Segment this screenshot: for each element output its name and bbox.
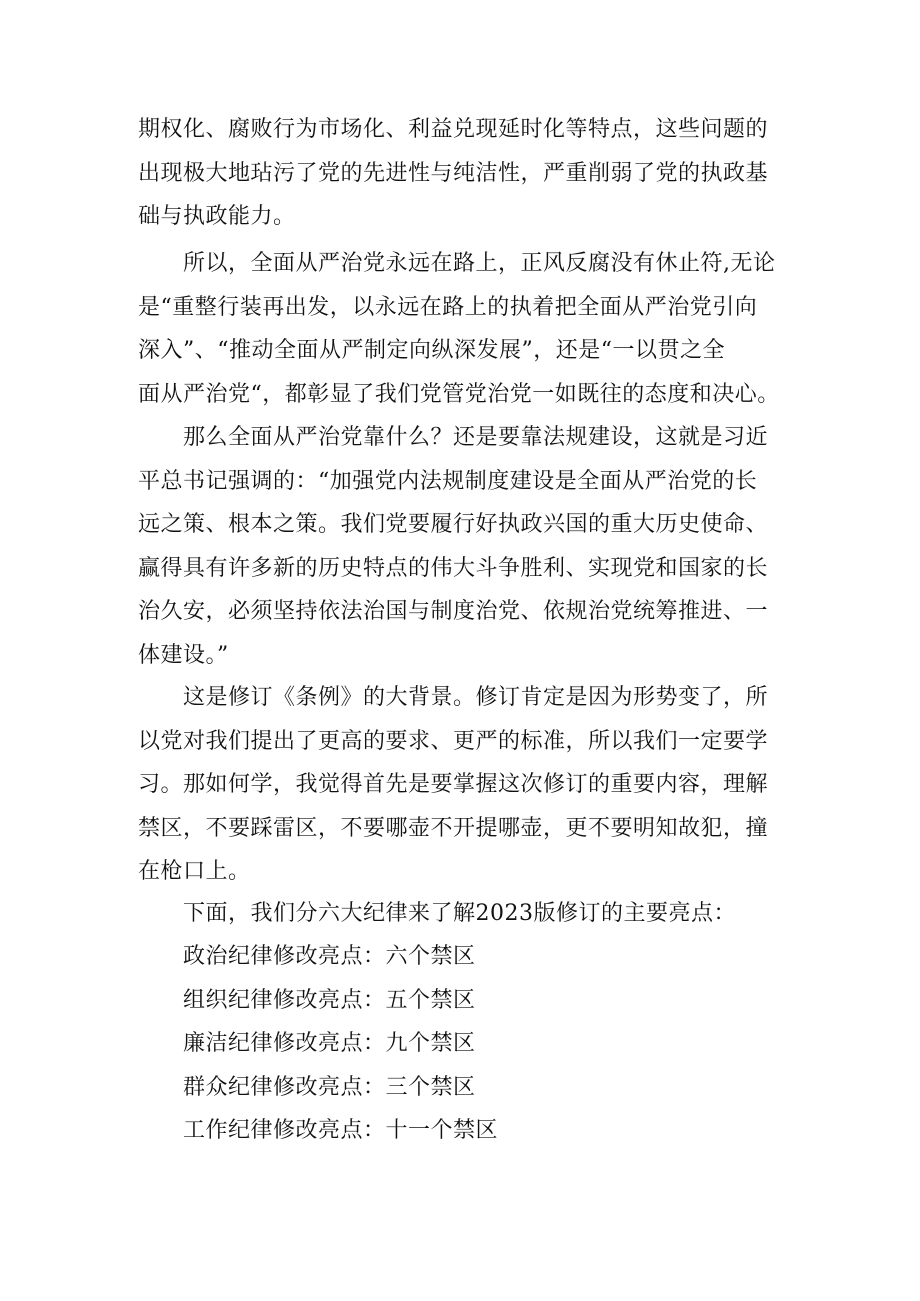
paragraph-5 (138, 892, 798, 936)
text-line: 治久安，必须坚持依法治国与制度治党、依规治党统筹推进、一 (138, 599, 769, 624)
list-item: 政治纪律修改亮点：六个禁区 (183, 944, 476, 969)
text-line: 出现极大地玷污了党的先进性与纯洁性，严重削弱了党的执政基 (138, 160, 769, 186)
text-line: 是“重整行装再出发，以永远在路上的执着把全面从严治党引向 (138, 294, 758, 320)
text-line: 平总书记强调的：“加强党内法规制度建设是全面从严治党的长 (138, 468, 758, 494)
text-line: 期权化、腐败行为市场化、利益兑现延时化等特点，这些问题的 (138, 117, 769, 142)
text-line: 这是修订《条例》的大背景。修订肯定是因为形势变了，所 (183, 685, 769, 710)
text-line: 那么全面从严治党靠什么？还是要靠法规建设，这就是习近 (183, 425, 769, 450)
text-line: 下面，我们分六大纪律来了解2023版修订的主要亮点： (183, 901, 736, 926)
text-line: 以党对我们提出了更高的要求、更严的标准，所以我们一定要学 (138, 728, 769, 754)
text-line: 深入”、“推动全面从严制定向纵深发展”，还是“一以贯之全 (138, 338, 725, 363)
text-line: 所以，全面从严治党永远在路上，正风反腐没有休止符,无论 (183, 251, 776, 276)
paragraph-3 (138, 416, 798, 677)
list-item: 廉洁纪律修改亮点：九个禁区 (183, 1031, 476, 1056)
text-line: 赢得具有许多新的历史特点的伟大斗争胜利、实现党和国家的长 (138, 555, 769, 581)
text-line: 面从严治党“，都彰显了我们党管党治党一如既往的态度和决心。 (138, 381, 780, 407)
text-line: 禁区，不要踩雷区，不要哪壶不开提哪壶，更不要明知故犯，撞 (138, 815, 769, 841)
text-line: 础与执政能力。 (138, 204, 296, 229)
paragraph-4 (138, 676, 798, 894)
highlights-list (138, 935, 798, 1153)
paragraph-2 (138, 242, 798, 416)
list-item: 群众纪律修改亮点：三个禁区 (183, 1074, 476, 1100)
list-item: 工作纪律修改亮点：十一个禁区 (183, 1118, 499, 1143)
text-line: 体建设。” (138, 642, 229, 668)
text-line: 习。那如何学，我觉得首先是要掌握这次修订的重要内容，理解 (138, 772, 769, 797)
paragraph-1 (138, 108, 798, 239)
text-line: 远之策、根本之策。我们党要履行好执政兴国的重大历史使命、 (138, 512, 769, 537)
list-item: 组织纪律修改亮点：五个禁区 (183, 987, 476, 1013)
text-line: 在枪口上。 (138, 859, 251, 884)
